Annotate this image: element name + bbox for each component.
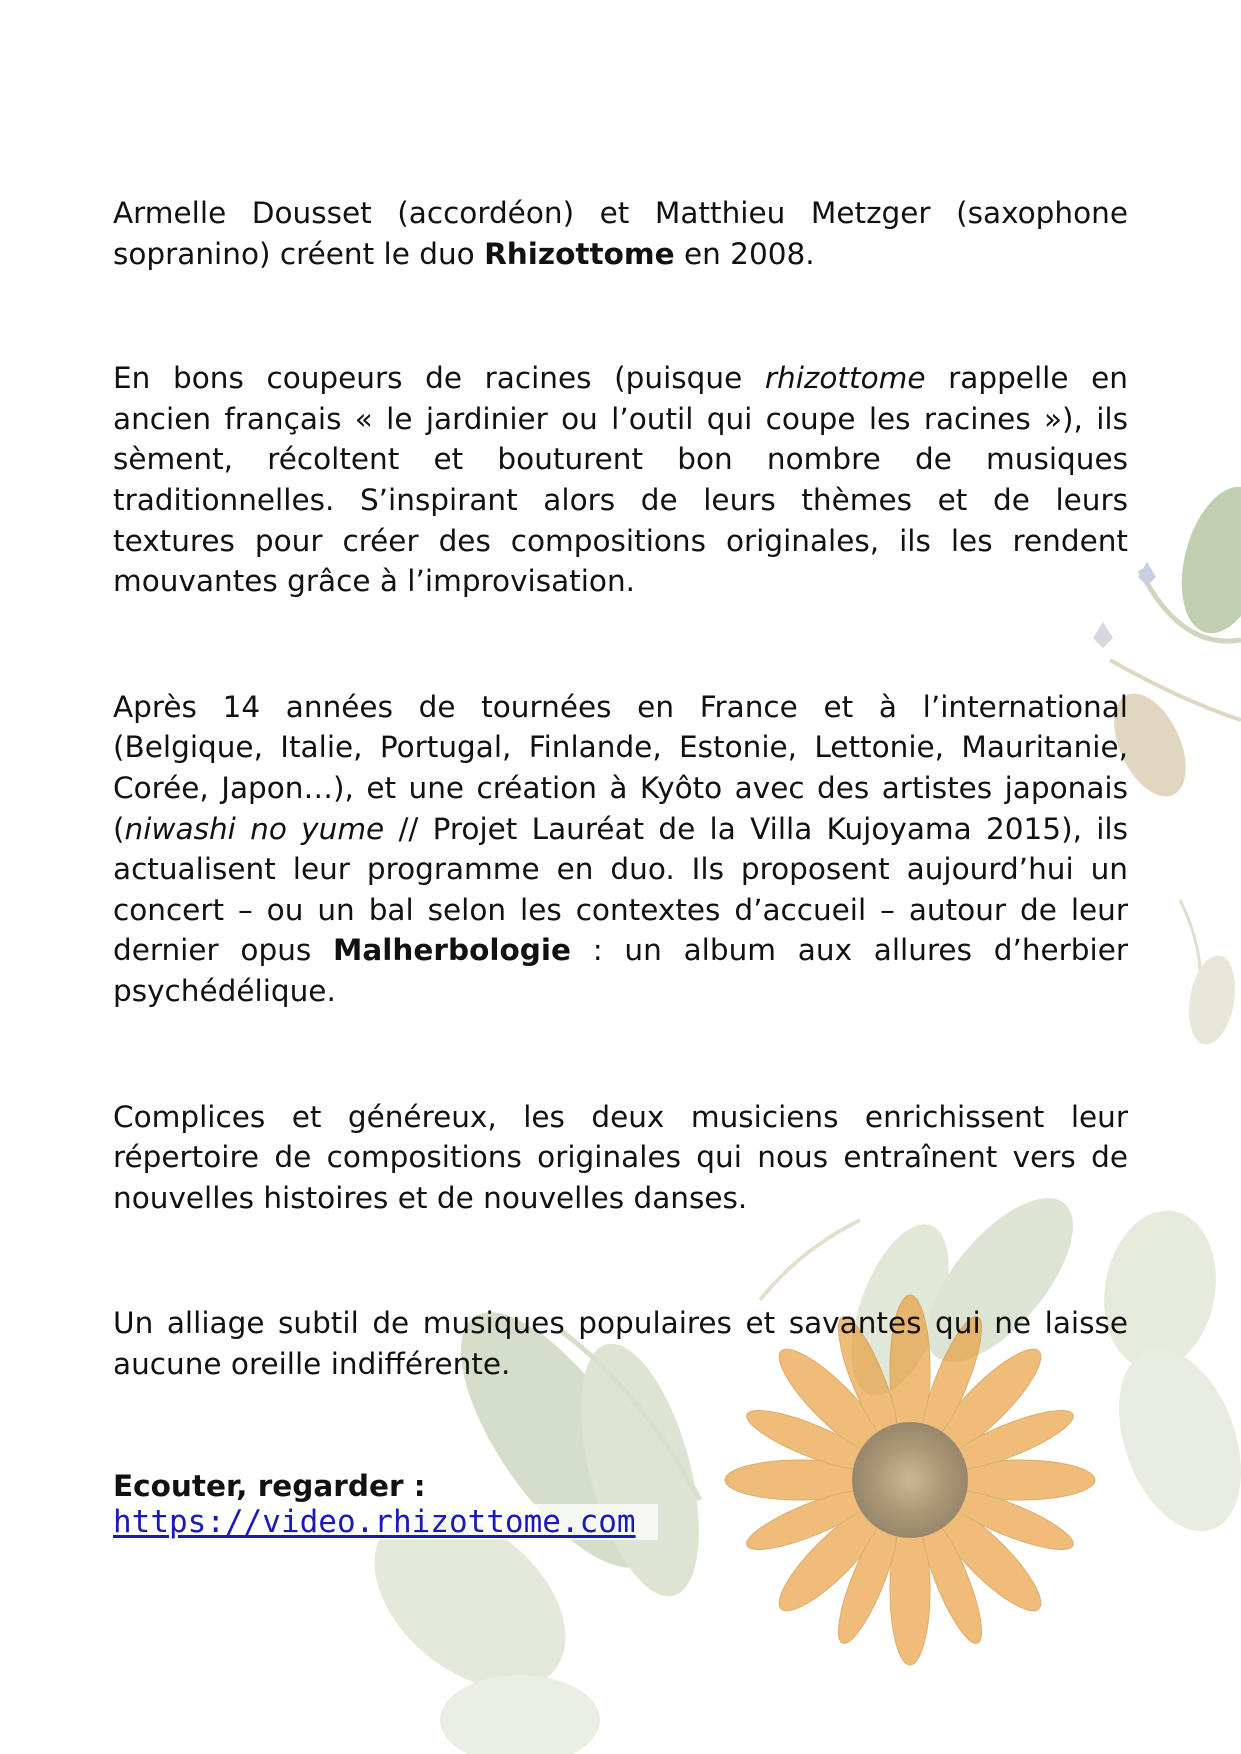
paragraph-intro bbox=[113, 193, 1128, 274]
paragraph-musicians: Complices et généreux, les deux musiciens enrichissent leur répertoire de compositions originales qui nous entraînent vers de nouvelles histoires et de nouvelles danses. bbox=[113, 1099, 1128, 1215]
paragraph-alloy: Un alliage subtil de musiques populaires et savantes qui ne laisse aucune oreille indifférente. bbox=[113, 1306, 1128, 1381]
paragraph-tours bbox=[113, 687, 1128, 1012]
rhizottome-italic: rhizottome bbox=[764, 361, 926, 396]
tours-text-end: : un album aux allures d’herbier psychédélique. bbox=[113, 933, 1128, 1008]
document-body bbox=[113, 193, 1128, 1540]
album-name: Malherbologie bbox=[333, 933, 571, 968]
roots-text-end: rappelle en ancien français « le jardinier ou l’outil qui coupe les racines »), ils sèment, récoltent et bouturent bon nombre de musiques traditionnelles. S’inspirant alors de leurs thèmes et de leurs textures pour créer des compositions originales, ils les rendent mouvantes grâce à l’improvisation. bbox=[113, 361, 1128, 599]
listen-label: Ecouter, regarder : bbox=[113, 1469, 426, 1504]
band-name: Rhizottome bbox=[484, 236, 675, 271]
tours-text: Après 14 années de tournées en France et à l’international (Belgique, Italie, Portugal, Finlande, Estonie, Lettonie, Mauritanie, Corée, Japon…), et une création à Kyôto avec des artistes japonais ( bbox=[113, 689, 1128, 846]
roots-text: En bons coupeurs de racines (puisque bbox=[113, 361, 765, 396]
video-link[interactable]: https://video.rhizottome.com bbox=[113, 1504, 658, 1540]
intro-text: Armelle Dousset (accordéon) et Matthieu Metzger (saxophone sopranino) créent le duo bbox=[113, 196, 1128, 271]
niwashi-no-yume-italic: niwashi no yume bbox=[124, 811, 385, 846]
tours-text-mid: // Projet Lauréat de la Villa Kujoyama 2015), ils actualisent leur programme en duo. Ils proposent aujourd’hui un concert – ou un bal selon les contextes d’accueil – autour de leur dernier opus bbox=[113, 811, 1129, 968]
intro-text-end: en 2008. bbox=[674, 236, 815, 271]
paragraph-roots bbox=[113, 358, 1128, 602]
